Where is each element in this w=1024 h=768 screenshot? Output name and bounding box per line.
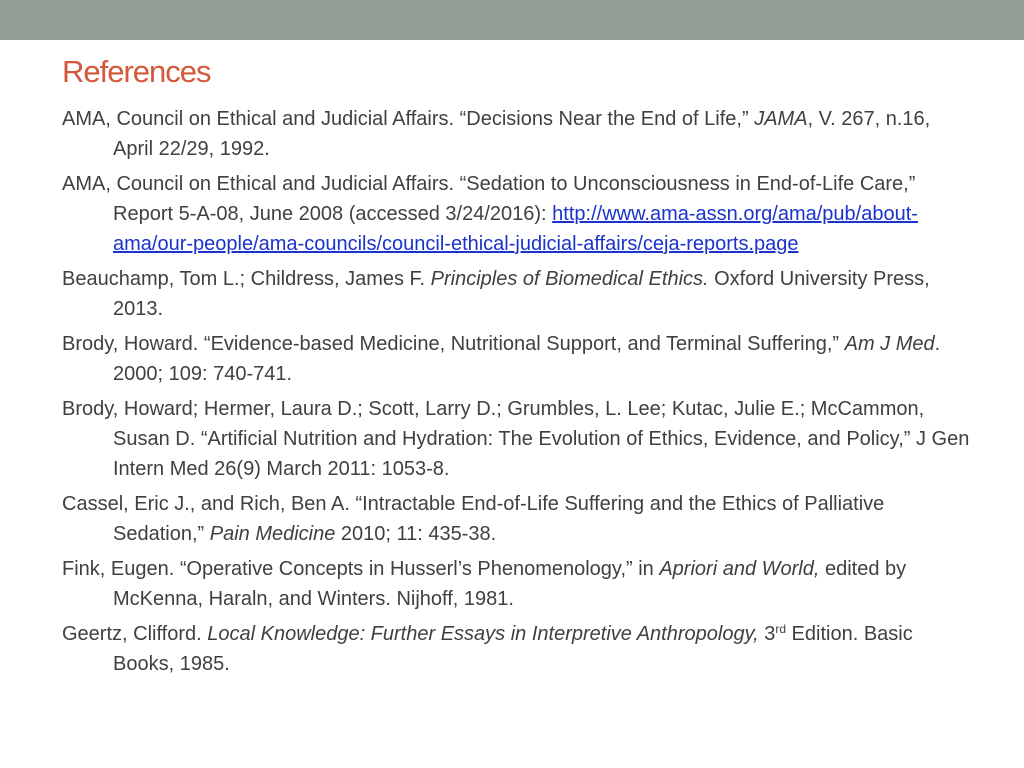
- journal-title: JAMA: [754, 108, 808, 130]
- reference-text: Fink, Eugen. “Operative Concepts in Husserl’s Phenomenology,” in: [62, 558, 660, 580]
- reference-item: [62, 489, 972, 549]
- reference-text: Brody, Howard; Hermer, Laura D.; Scott, Larry D.; Grumbles, L. Lee; Kutac, Julie E.; McCammon, Susan D. “Artificial Nutrition and Hydration: The Evolution of Ethics, Evidence, and Policy,” J Gen Intern Med 26(9) March 2011: 1053-8.: [62, 398, 970, 480]
- reference-text: AMA, Council on Ethical and Judicial Affairs. “Sedation to Unconsciousness in End-of-Life Care,” Report 5-A-08, June 2008 (accessed 3/24/2016):: [62, 173, 916, 225]
- reference-text: Cassel, Eric J., and Rich, Ben A. “Intractable End-of-Life Suffering and the Ethics of Palliative Sedation,”: [62, 493, 885, 545]
- reference-item: [62, 169, 972, 259]
- reference-text: . 2000; 109: 740-741.: [113, 333, 941, 385]
- reference-text: 3: [758, 623, 776, 645]
- reference-text: Geertz, Clifford.: [62, 623, 208, 645]
- book-title: Local Knowledge: Further Essays in Interpretive Anthropology,: [207, 623, 759, 645]
- reference-item: [62, 554, 972, 614]
- reference-item: [62, 104, 972, 164]
- header-bar: [0, 0, 1024, 40]
- reference-text: edited by McKenna, Haraln, and Winters. Nijhoff, 1981.: [113, 558, 907, 610]
- reference-item: [62, 264, 972, 324]
- reference-text: 2010; 11: 435-38.: [335, 523, 497, 545]
- page-title: References: [62, 54, 211, 89]
- reference-list: [62, 104, 972, 684]
- reference-item: [62, 329, 972, 389]
- reference-text: Edition. Basic Books, 1985.: [113, 623, 913, 675]
- reference-text: AMA, Council on Ethical and Judicial Affairs. “Decisions Near the End of Life,”: [62, 108, 755, 130]
- reference-item: [62, 619, 972, 679]
- reference-item: [62, 394, 972, 484]
- book-title: Apriori and World,: [659, 558, 820, 580]
- reference-link[interactable]: http://www.ama-assn.org/ama/pub/about-ama/our-people/ama-councils/council-ethical-judicial-affairs/ceja-reports.page: [113, 203, 918, 255]
- reference-text: Beauchamp, Tom L.; Childress, James F.: [62, 268, 431, 290]
- reference-text: Brody, Howard. “Evidence-based Medicine, Nutritional Support, and Terminal Suffering,”: [62, 333, 845, 355]
- reference-text: , V. 267, n.16, April 22/29, 1992.: [113, 108, 931, 160]
- ordinal-superscript: rd: [775, 622, 786, 636]
- journal-title: Am J Med: [844, 333, 935, 355]
- book-title: Principles of Biomedical Ethics.: [430, 268, 709, 290]
- reference-text: Oxford University Press, 2013.: [113, 268, 930, 320]
- journal-title: Pain Medicine: [209, 523, 336, 545]
